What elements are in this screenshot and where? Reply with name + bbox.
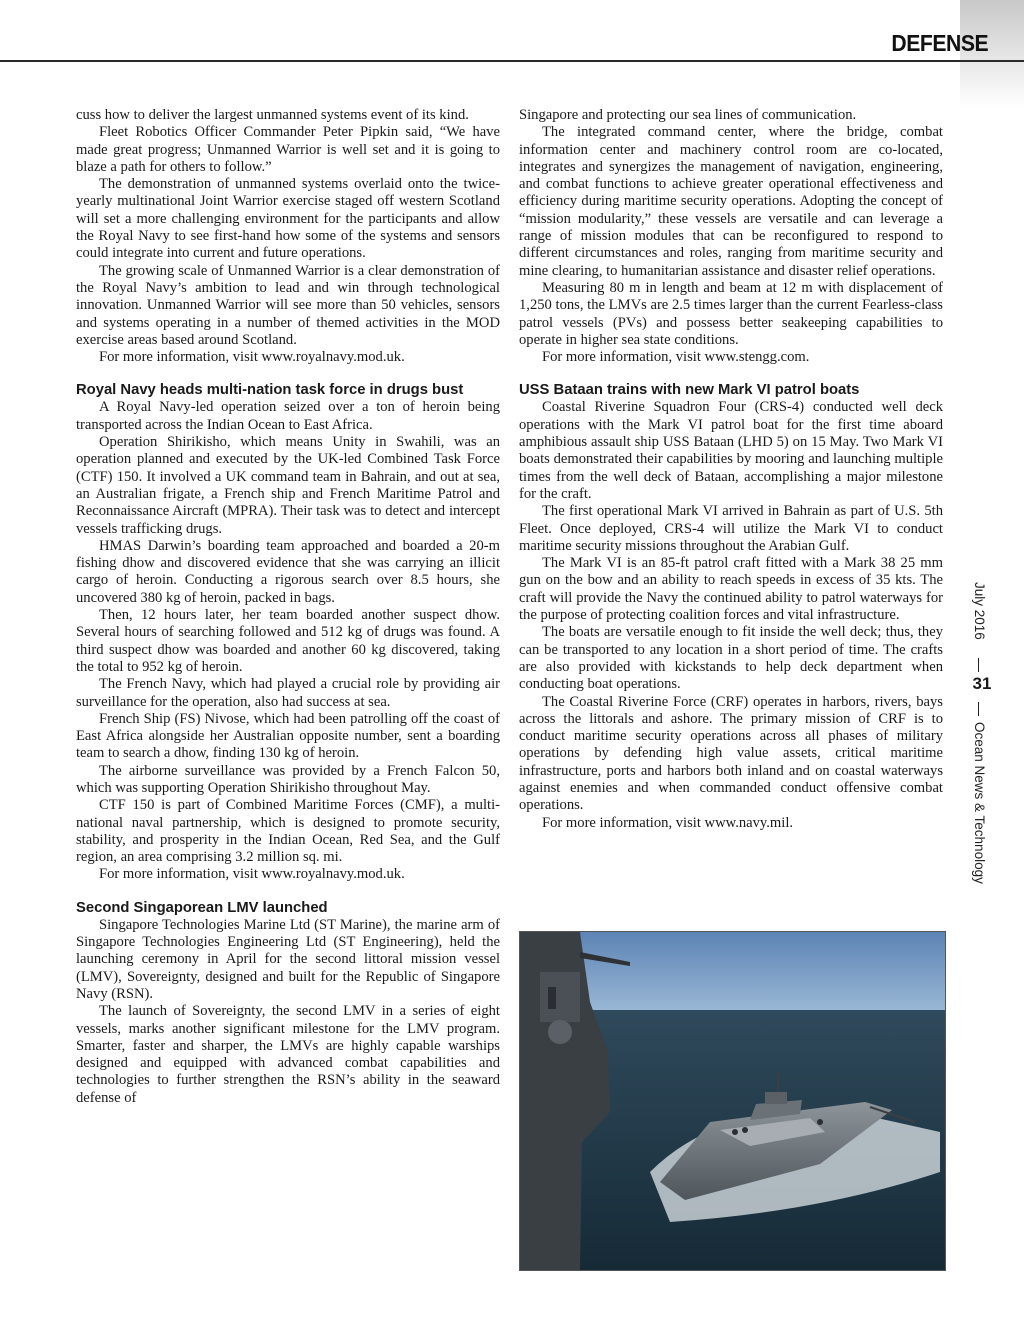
paragraph: Measuring 80 m in length and beam at 12 m with displacement of 1,250 tons, the LMVs are 2.5 times larger than the current Fearless-class patrol vessels (PVs) and possess better seakeeping capabilities to operate in higher sea state conditions.: [519, 279, 943, 348]
paragraph: The airborne surveillance was provided by a French Falcon 50, which was supporting Operation Shirikisho throughout May.: [76, 762, 500, 796]
paragraph: For more information, visit www.royalnavy.mod.uk.: [99, 866, 405, 883]
left-column: [76, 107, 500, 1107]
paragraph: HMAS Darwin’s boarding team approached and boarded a 20-m fishing dhow and discovered evidence that she was carrying an illicit cargo of heroin. Conducting a rigorous search over 8.5 hours, she uncovered 380 kg of heroin, packed in bags.: [76, 537, 500, 606]
paragraph: For more information, visit www.royalnavy.mod.uk.: [99, 349, 405, 366]
header-rule: [0, 60, 1024, 62]
paragraph: The Mark VI is an 85-ft patrol craft fitted with a Mark 38 25 mm gun on the bow and an ability to reach speeds in excess of 35 kts. The craft will provide the Navy the continued ability to patrol waterways for the purpose of protecting coalition forces and vital infrastructure.: [519, 555, 943, 624]
paragraph: For more information, visit www.navy.mil.: [542, 814, 794, 831]
sidebar-divider: [978, 658, 979, 672]
issue-date: July 2016: [972, 582, 987, 640]
paragraph: CTF 150 is part of Combined Maritime Forces (CMF), a multi-national naval partnership, which is designed to promote security, stability, and prosperity in the Indian Ocean, Red Sea, and the Gulf region, an area comprising 3.2 million sq. mi.: [76, 797, 500, 866]
article-title: Second Singaporean LMV launched: [76, 899, 328, 916]
article-title: USS Bataan trains with new Mark VI patrol boats: [519, 382, 860, 399]
paragraph: The French Navy, which had played a crucial role by providing air surveillance for the operation, also had success at sea.: [76, 676, 500, 710]
paragraph: For more information, visit www.stengg.com.: [542, 349, 810, 366]
paragraph: Coastal Riverine Squadron Four (CRS-4) conducted well deck operations with the Mark VI patrol boat for the first time aboard amphibious assault ship USS Bataan (LHD 5) on 15 May. Two Mark VI boats demonstrated their capabilities by mooring and launching multiple times from the well deck of Bataan, accomplishing a major milestone for the craft.: [519, 399, 943, 502]
paragraph: French Ship (FS) Nivose, which had been patrolling off the coast of East Africa alongside her Australian opposite number, sent a boarding team to search a dhow, finding 130 kg of heroin.: [76, 710, 500, 762]
paragraph: Operation Shirikisho, which means Unity in Swahili, was an operation planned and executed by the UK-led Combined Task Force (CTF) 150. It involved a UK command team in Bahrain, and out at sea, an Australian frigate, a French ship and French Maritime Patrol and Reconnaissance Aircraft (MPRA). Their task was to detect and intercept vessels trafficking drugs.: [76, 434, 500, 537]
right-column: [519, 107, 943, 832]
article-title: Royal Navy heads multi-nation task force in drugs bust: [76, 382, 464, 399]
paragraph: The launch of Sovereignty, the second LMV in a series of eight vessels, marks another significant milestone for the LMV program. Smarter, faster and sharper, the LMVs are highly capable warships designed and equipped with advanced combat capabilities and technologies to further strengthen the RSN’s ability in the seaward defense of: [76, 1003, 500, 1106]
section-label: DEFENSE: [891, 30, 988, 56]
publication-name: Ocean News & Technology: [972, 722, 987, 884]
paragraph: The integrated command center, where the bridge, combat information center and machinery control room are co-located, integrates and synergizes the management of navigation, engineering, and combat functions to achieve greater operational effectiveness and efficiency during maritime security operations. Adopting the concept of “mission modularity,” these vessels are versatile and can leverage a range of mission modules that can be reconfigured to respond to different circumstances and roles, ranging from maritime security and mine clearing, to humanitarian assistance and disaster relief operations.: [519, 124, 943, 279]
sidebar-divider: [978, 702, 979, 716]
paragraph: A Royal Navy-led operation seized over a ton of heroin being transported across the Indian Ocean to East Africa.: [76, 399, 500, 433]
paragraph: The first operational Mark VI arrived in Bahrain as part of U.S. 5th Fleet. Once deployed, CRS-4 will utilize the Mark VI to conduct maritime security missions throughout the Arabian Gulf.: [519, 503, 943, 554]
page-header: [0, 0, 1024, 64]
page-number: 31: [972, 674, 992, 693]
photo-illustration: [520, 932, 945, 1270]
paragraph: The boats are versatile enough to fit inside the well deck; thus, they can be transported to any location in a short period of time. The crafts are also provided with kickstands to help deck department when conducting boat operations.: [519, 624, 943, 693]
paragraph: cuss how to deliver the largest unmanned systems event of its kind.: [76, 107, 469, 123]
paragraph: The demonstration of unmanned systems overlaid onto the twice-yearly multinational Joint Warrior exercise staged off western Scotland will set a more challenging environment for the participants and allow the Royal Navy to see first-hand how some of the systems and sensors could integrate into current and future operations.: [76, 176, 500, 262]
patrol-boat-photo: [519, 931, 946, 1271]
paragraph: The growing scale of Unmanned Warrior is a clear demonstration of the Royal Navy’s ambition to lead and win through technological innovation. Unmanned Warrior will see more than 50 vehicles, sensors and systems operating in a number of themed activities in the MOD exercise areas based around Scotland.: [76, 262, 500, 348]
paragraph: Singapore Technologies Marine Ltd (ST Marine), the marine arm of Singapore Technologies Engineering Ltd (ST Engineering), held the launching ceremony in April for the second littoral mission vessel (LMV), Sovereignty, designed and built for the Republic of Singapore Navy (RSN).: [76, 916, 500, 1002]
paragraph: Singapore and protecting our sea lines of communication.: [519, 107, 857, 123]
paragraph: Then, 12 hours later, her team boarded another suspect dhow. Several hours of searching followed and 512 kg of drugs was found. A third suspect dhow was boarded and another 60 kg discovered, taking the total to 952 kg of heroin.: [76, 607, 500, 675]
page-sidebar: [958, 560, 1008, 920]
paragraph: The Coastal Riverine Force (CRF) operates in harbors, rivers, bays across the littorals and ashore. The primary mission of CRF is to conduct maritime security operations across all phases of military operations by defending high value assets, critical maritime infrastructure, ports and harbors both inland and on coastal waterways against enemies and when commanded conduct offensive combat operations.: [519, 693, 943, 814]
paragraph: Fleet Robotics Officer Commander Peter Pipkin said, “We have made great progress; Unmanned Warrior is well set and it is going to blaze a path for others to follow.”: [76, 124, 500, 175]
